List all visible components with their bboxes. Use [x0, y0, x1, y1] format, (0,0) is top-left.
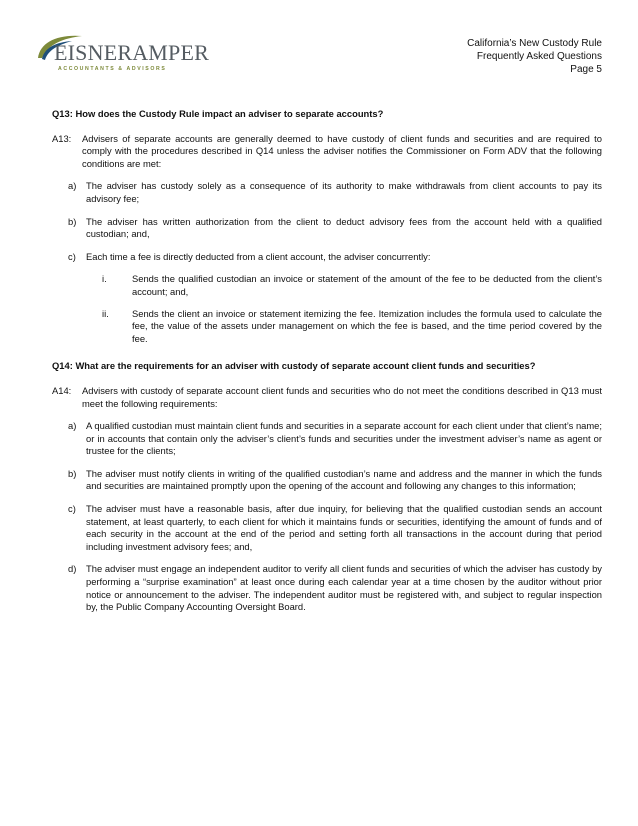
list-item	[68, 180, 602, 205]
a14-tag: A14:	[52, 384, 72, 396]
a13-list	[68, 180, 602, 345]
logo-tagline: ACCOUNTANTS & ADVISORS	[58, 66, 167, 72]
list-marker: b)	[68, 467, 77, 479]
list-item	[68, 563, 602, 613]
sublist-item	[102, 273, 602, 298]
list-item-text: The adviser must engage an independent auditor to verify all client funds and securities of which the adviser has custody by performing a “surprise examination” at least once during each calendar year at a time chosen by the auditor without prior notice or announcement to the adviser. The independent auditor must be registered with, and subject to regular inspection by, the Public Company Accounting Oversight Board.	[86, 563, 602, 613]
list-marker: c)	[68, 250, 76, 262]
list-item-text: Each time a fee is directly deducted from a client account, the adviser concurrently:	[86, 250, 431, 262]
list-item	[68, 420, 602, 458]
list-item	[68, 503, 602, 553]
list-marker: d)	[68, 563, 77, 575]
a14-text: Advisers with custody of separate account client funds and securities who do not meet the conditions described in Q13 must meet the following requirements:	[82, 384, 602, 409]
document-title: California’s New Custody Rule	[467, 38, 602, 49]
logo-name: EISNERAMPER	[54, 40, 209, 65]
a13-answer	[52, 133, 602, 171]
running-header	[467, 37, 602, 76]
document-body	[52, 108, 602, 624]
sublist-marker: i.	[102, 273, 107, 285]
document-subtitle: Frequently Asked Questions	[476, 51, 602, 62]
q13-question: Q13: How does the Custody Rule impact an adviser to separate accounts?	[52, 108, 384, 119]
list-marker: a)	[68, 420, 77, 432]
page-number: Page 5	[570, 64, 602, 75]
list-item-text: The adviser has written authorization from the client to deduct advisory fees from the account held with a qualified custodian; and,	[86, 215, 602, 240]
list-marker: b)	[68, 215, 77, 227]
list-item	[68, 216, 602, 241]
sublist-marker: ii.	[102, 307, 109, 319]
list-marker: a)	[68, 180, 77, 192]
list-marker: c)	[68, 503, 76, 515]
a13-sublist	[102, 273, 602, 345]
a13-text: Advisers of separate accounts are generally deemed to have custody of client funds and securities and are required to comply with the procedures described in Q14 unless the adviser notifies the Commissioner on Form ADV that the following conditions are met:	[82, 132, 602, 169]
list-item-text: The adviser must notify clients in writing of the qualified custodian’s name and address and the manner in which the funds and securities are maintained promptly upon the opening of the account and following any changes to this information;	[86, 467, 602, 492]
sublist-item	[102, 308, 602, 346]
a14-answer	[52, 385, 602, 410]
sublist-item-text: Sends the qualified custodian an invoice or statement of the amount of the fee to be deducted from the client’s account; and,	[132, 273, 602, 297]
a13-tag: A13:	[52, 132, 72, 144]
list-item-text: The adviser has custody solely as a consequence of its authority to make withdrawals from client accounts to pay its advisory fee;	[86, 180, 602, 204]
list-item-text: The adviser must have a reasonable basis, after due inquiry, for believing that the qualified custodian sends an account statement, at least quarterly, to each client for which it maintains funds or securities, identifying the amount of funds and of each security in the account at the end of the period and setting forth all transactions in the account during that period including investment advisory fees; and,	[86, 503, 602, 552]
list-item	[68, 251, 602, 264]
company-logo	[36, 32, 236, 78]
list-item-text: A qualified custodian must maintain client funds and securities in a separate account for each client under that client’s name; or in accounts that contain only the adviser’s client’s funds and securities under the investment adviser’s name as agent or trustee for the clients;	[86, 420, 602, 457]
sublist-item-text: Sends the client an invoice or statement itemizing the fee. Itemization includes the formula used to calculate the fee, the value of the assets under management on which the fee is based, and the time period covered by the fee.	[132, 307, 602, 344]
a14-list	[68, 420, 602, 614]
list-item	[68, 468, 602, 493]
q14-question: Q14: What are the requirements for an adviser with custody of separate account client funds and securities?	[52, 360, 536, 372]
